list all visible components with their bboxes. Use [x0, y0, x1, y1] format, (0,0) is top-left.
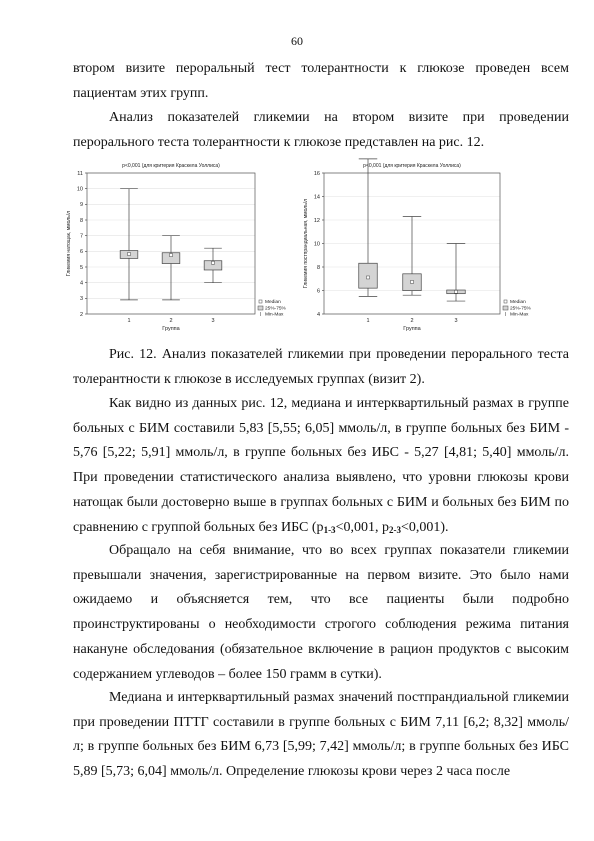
figure-postprandial-glucose — [303, 157, 542, 337]
y-tick-label: 14 — [313, 194, 320, 201]
y-axis-label: Гликемия натощак, ммоль/л — [66, 210, 72, 277]
p13-rest: <0,001, p — [335, 519, 389, 535]
y-tick-label: 4 — [316, 311, 320, 318]
x-axis-label: Группа — [162, 326, 180, 332]
iqr-box — [359, 263, 377, 288]
legend-range-label: Min-Max — [265, 312, 284, 318]
y-tick-label: 8 — [316, 264, 320, 271]
chart-title: p<0,001 (для критерия Краскела Уоллиса) — [122, 163, 220, 169]
y-tick-label: 9 — [79, 202, 83, 209]
p13-subscript: 1-3 — [323, 524, 336, 535]
median-marker — [411, 280, 414, 283]
y-tick-label: 11 — [77, 170, 83, 177]
y-tick-label: 6 — [316, 288, 320, 295]
y-tick-label: 10 — [76, 186, 83, 193]
median-marker — [212, 261, 215, 264]
y-tick-label: 6 — [79, 249, 83, 256]
median-marker — [367, 276, 370, 279]
paragraph-results-postprandial: Медиана и интерквартильный размах значений постпрандиальной гликемии при проведении ПТТГ составили в группе больных с БИМ 7,11 [6,2; 8,32] ммоль/л; в группе больных без БИМ 6,73 [5,99; 7,42] ммоль/л; в группе больных без ИБС 5,89 [5,73; 6,04] ммоль/л. Определение глюкозы крови через 2 часа после — [73, 690, 569, 780]
y-axis-label: Гликемия постпрандиальная, ммоль/л — [303, 198, 309, 289]
y-tick-label: 8 — [79, 217, 83, 224]
paragraph-results-fasting — [73, 392, 569, 542]
y-tick-label: 3 — [79, 296, 83, 303]
x-tick-label: 3 — [211, 318, 215, 324]
paragraph-intro: втором визите пероральный тест толерантности к глюкозе проведен всем пациентам этих групп. — [73, 61, 569, 101]
legend-iqr-label: 25%-75% — [265, 306, 286, 312]
y-tick-label: 4 — [79, 280, 83, 287]
y-tick-label: 10 — [313, 241, 320, 248]
legend-median-marker — [259, 300, 262, 303]
p23-rest: <0,001). — [400, 519, 449, 535]
legend-iqr-label: 25%-75% — [510, 306, 531, 312]
chart-title: p<0,001 (для критерия Краскела Уоллиса) — [363, 163, 461, 169]
median-marker — [170, 254, 173, 257]
legend-iqr-marker — [258, 306, 263, 310]
median-marker — [128, 252, 131, 255]
legend-median-label: Median — [265, 300, 281, 305]
paragraph-observation: Обращало на себя внимание, что во всех группах показатели гликемии превышали значения, зарегистрированные на первом визите. Это было нами ожидаемо и объясняется тем, что все пациенты были подробно проинструктированы о необходимости строгого соблюдения режима питания накануне обследования (обязательное включение в рацион продуктов с высоким содержанием углеводов – более 150 грамм в сутки). — [73, 543, 569, 682]
x-tick-label: 2 — [169, 318, 173, 324]
median-marker — [455, 290, 458, 293]
y-tick-label: 16 — [313, 170, 320, 177]
y-tick-label: 5 — [79, 264, 83, 271]
legend-iqr-marker — [503, 306, 508, 310]
page-number: 60 — [291, 34, 303, 48]
para1-text: Как видно из данных рис. 12, медиана и интерквартильный размах в группе больных с БИМ составили 5,83 [5,55; 6,05] ммоль/л, в группе больных без БИМ - 5,76 [5,22; 5,91] ммоль/л, в группе больных без ИБС - 5,27 [4,81; 5,40] ммоль/л. При проведении статистического анализа выявлено, что уровни глюкозы крови натощак были достоверно выше в группах больных с БИМ и больных без БИМ по сравнению с группой больных без ИБС (p — [73, 396, 569, 535]
x-tick-label: 3 — [454, 318, 458, 324]
paragraph-analysis: Анализ показателей гликемии на втором визите при проведении перорального теста толерантности к глюкозе представлен на рис. 12. — [73, 110, 569, 150]
y-tick-label: 12 — [313, 217, 320, 224]
y-tick-label: 7 — [79, 233, 83, 240]
p23-subscript: 2-3 — [388, 524, 401, 535]
legend-range-label: Min-Max — [510, 312, 529, 318]
x-tick-label: 1 — [127, 318, 131, 324]
legend-median-label: Median — [510, 300, 526, 305]
x-tick-label: 1 — [366, 318, 370, 324]
boxplot-fasting-chart — [66, 157, 297, 337]
legend-median-marker — [504, 300, 507, 303]
x-axis-label: Группа — [403, 326, 421, 332]
y-tick-label: 2 — [79, 311, 83, 318]
figure-fasting-glucose — [66, 157, 297, 337]
figure-caption: Рис. 12. Анализ показателей гликемии при проведении перорального теста толерантности к глюкозе в исследуемых группах (визит 2). — [73, 347, 569, 387]
x-tick-label: 2 — [410, 318, 414, 324]
boxplot-postprandial-chart — [303, 157, 542, 337]
